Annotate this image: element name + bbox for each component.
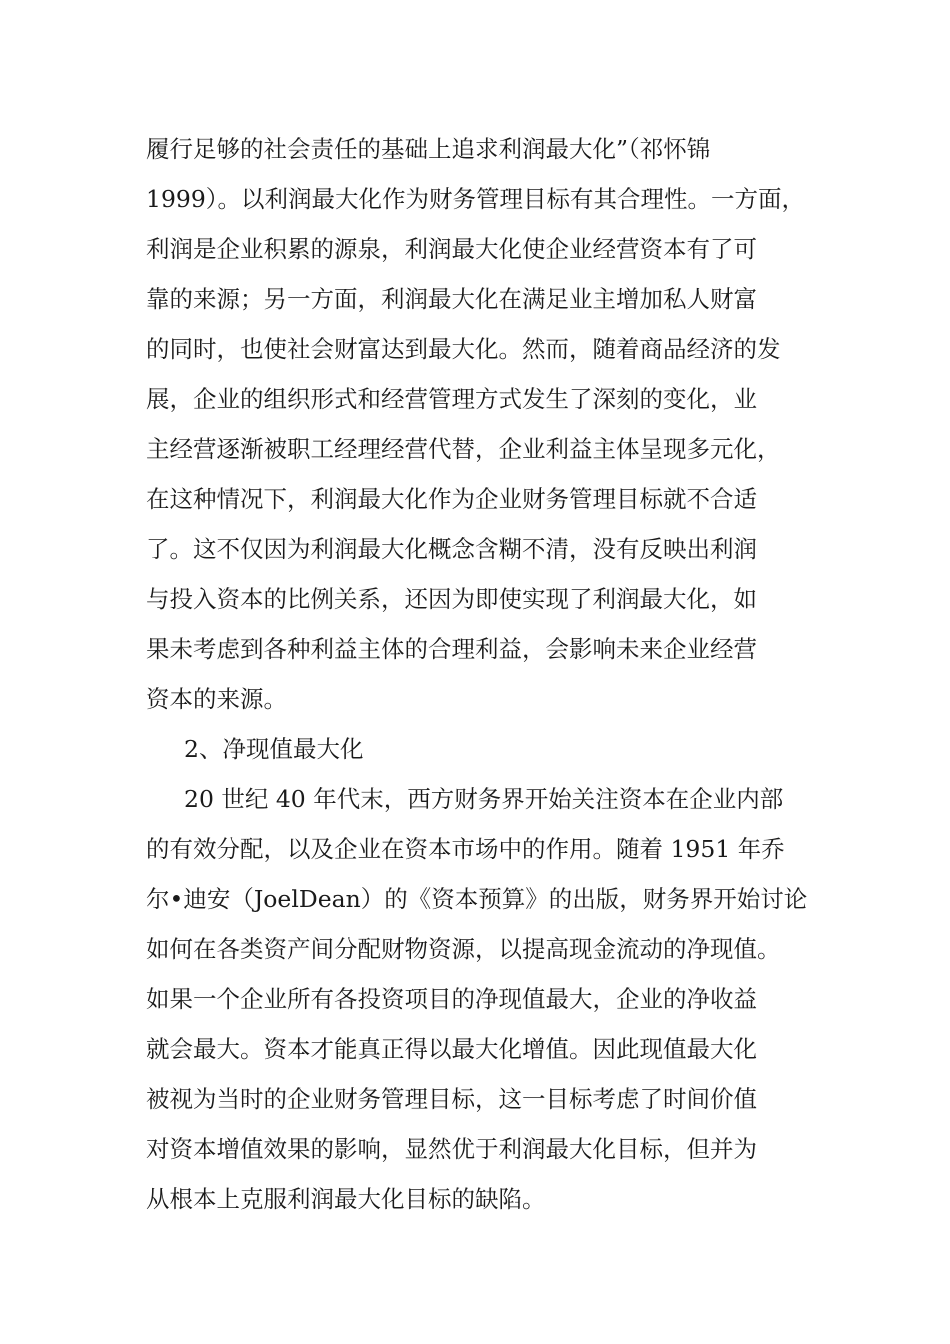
text-line: 与投入资本的比例关系，还因为即使实现了利润最大化，如 [146, 585, 757, 613]
text-line: 展，企业的组织形式和经营管理方式发生了深刻的变化，业 [146, 385, 757, 413]
text-line: 20 世纪 40 年代末，西方财务界开始关注资本在企业内部 [184, 785, 784, 813]
text-line: 了。这不仅因为利润最大化概念含糊不清，没有反映出利润 [146, 535, 757, 563]
text-line: 资本的来源。 [146, 685, 287, 713]
section-heading: 2、净现值最大化 [184, 735, 364, 763]
text-line: 尔•迪安（JoelDean）的《资本预算》的出版，财务界开始讨论 [146, 885, 808, 913]
text-line: 主经营逐渐被职工经理经营代替，企业利益主体呈现多元化， [146, 435, 781, 463]
text-line: 靠的来源；另一方面，利润最大化在满足业主增加私人财富 [146, 285, 757, 313]
text-line: 1999）。以利润最大化作为财务管理目标有其合理性。一方面， [146, 185, 806, 213]
text-line: 的同时，也使社会财富达到最大化。然而，随着商品经济的发 [146, 335, 781, 363]
text-line: 的有效分配，以及企业在资本市场中的作用。随着 1951 年乔 [146, 835, 785, 863]
text-line: 履行足够的社会责任的基础上追求利润最大化”（祁怀锦 [146, 135, 711, 163]
text-line: 如果一个企业所有各投资项目的净现值最大，企业的净收益 [146, 985, 757, 1013]
text-line: 被视为当时的企业财务管理目标，这一目标考虑了时间价值 [146, 1085, 757, 1113]
text-line: 对资本增值效果的影响，显然优于利润最大化目标，但并为 [146, 1135, 757, 1163]
text-line: 如何在各类资产间分配财物资源，以提高现金流动的净现值。 [146, 935, 781, 963]
text-line: 利润是企业积累的源泉，利润最大化使企业经营资本有了可 [146, 235, 757, 263]
text-line: 在这种情况下，利润最大化作为企业财务管理目标就不合适 [146, 485, 757, 513]
text-line: 就会最大。资本才能真正得以最大化增值。因此现值最大化 [146, 1035, 757, 1063]
text-line: 果未考虑到各种利益主体的合理利益，会影响未来企业经营 [146, 635, 757, 663]
text-line: 从根本上克服利润最大化目标的缺陷。 [146, 1185, 546, 1213]
